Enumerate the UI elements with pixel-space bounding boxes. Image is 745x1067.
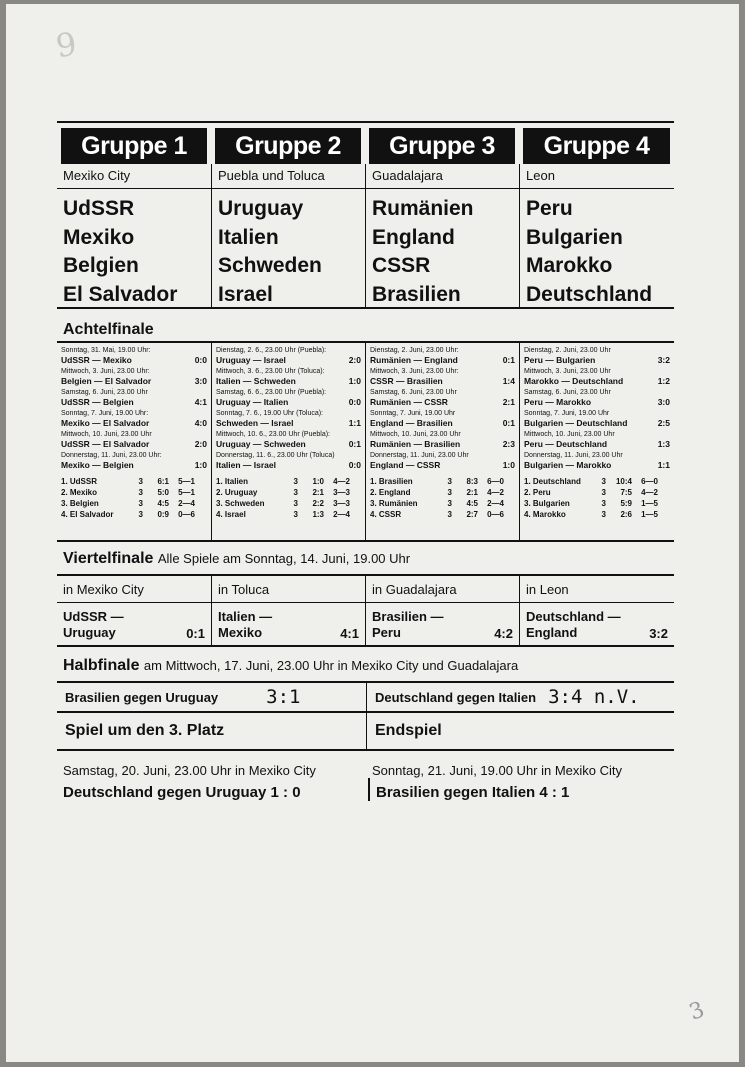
match-score: 1:3 [657,439,670,449]
achtelfinale-heading [57,309,674,341]
standings-played: 3 [447,499,452,508]
viertelfinale-locations [57,576,674,602]
match-line [370,418,515,429]
standings-goals: 10:4 [615,477,632,486]
match-score: 4:1 [194,397,207,407]
match-line [61,376,207,387]
team-name: Schweden [218,254,322,277]
match-score: 1:0 [348,376,361,386]
standings-played: 3 [293,499,298,508]
standings-points: 5—1 [178,488,195,497]
viertelfinale-heading [57,542,674,574]
match-date: Mittwoch, 3. Juni, 23.00 Uhr [524,368,611,375]
final-title: Endspiel [366,713,674,749]
match-location: in Toluca [211,576,365,602]
group-standings [370,476,515,520]
standings-team: 3. Rumänien [370,499,418,508]
match-result: Brasilien gegen Italien 4 : 1 [368,778,674,801]
standings-row [524,498,670,509]
team-name: Israel [218,282,273,306]
standings-played: 3 [138,488,143,497]
match-line [370,376,515,387]
standings-points: 4—2 [641,488,658,497]
group-match [370,389,515,408]
match-date: Sonntag, 31. Mai, 19.00 Uhr: [61,347,151,354]
match-pair: Schweden — Israel [216,418,294,428]
standings-played: 3 [447,477,452,486]
match-score: 0:1 [186,626,205,641]
group-match [61,410,207,429]
match-pair: UdSSR — Mexiko [61,355,132,365]
match-pair: Rumänien — CSSR [370,397,448,407]
final-titles [57,713,674,749]
standings-row [61,487,207,498]
group-match [370,347,515,366]
standings-points: 6—0 [641,477,658,486]
group-match [216,452,361,471]
standings-team: 2. Mexiko [61,488,98,497]
standings-team: 2. Peru [524,488,551,497]
standings-goals: 5:9 [620,499,632,508]
standings-row [370,476,515,487]
match-score: 0:0 [348,397,361,407]
standings-played: 3 [601,477,606,486]
group-teams [57,189,674,307]
group-1-teams [57,189,211,307]
group-3-teams [365,189,519,307]
group-1-header [57,123,211,164]
match-score: 3:2 [657,355,670,365]
group-match [524,368,670,387]
standings-played: 3 [601,488,606,497]
standings-goals: 2:2 [312,499,324,508]
match-date: Mittwoch, 3. Juni, 23.00 Uhr: [61,368,150,375]
achtelfinale-grid [57,343,674,540]
match-score: 0:1 [502,418,515,428]
team-name: Italien [218,225,279,249]
match-pair: England — Brasilien [370,418,453,428]
match-pair: Uruguay — Italien [216,397,289,407]
standings-team: 1. Deutschland [524,477,581,486]
standings-played: 3 [138,477,143,486]
match-result: Deutschland gegen Uruguay 1 : 0 [63,784,301,801]
match-date: Sonntag, 7. Juni, 19.00 Uhr [524,410,610,417]
match-teams [526,609,621,641]
group-match [216,389,361,408]
match-pair: Peru — Bulgarien [524,355,596,365]
match-pair: Italien — Israel [216,460,276,470]
semifinal-match [57,683,366,711]
standings-played: 3 [293,477,298,486]
viertelfinale-matches [57,603,674,645]
group-match [216,368,361,387]
team-two: Mexiko [218,625,263,640]
standings-row [524,487,670,498]
standings-points: 3—3 [333,488,350,497]
group-match [524,431,670,450]
standings-team: 4. El Salvador [61,510,114,519]
group-2-teams [211,189,365,307]
team-name: Uruguay [218,197,304,220]
match-line [61,460,207,471]
match-score: 3:0 [194,376,207,386]
standings-played: 3 [138,499,143,508]
standings-row [370,487,515,498]
match-date: Dienstag, 2. Juni, 23.00 Uhr [524,347,611,354]
standings-points: 0—6 [178,510,195,519]
match-date: Samstag, 6. Juni, 23.00 Uhr [61,389,148,396]
match-teams [63,609,124,641]
pencil-page-number: 3 [686,997,708,1026]
match-score: 1:4 [502,376,515,386]
match-score: 0:0 [348,460,361,470]
standings-row [216,498,361,509]
standings-team: 1. UdSSR [61,477,98,486]
standings-row [216,476,361,487]
match-date: Mittwoch, 10. Juni, 23.00 Uhr [370,431,461,438]
match-line [216,376,361,387]
standings-goals: 6:1 [157,477,169,486]
match-line [216,355,361,366]
match-line [61,439,207,450]
match-location: in Mexiko City [63,582,144,597]
match-pair: Bulgarien — Marokko [524,460,612,470]
standings-row [370,498,515,509]
standings-goals: 0:9 [157,510,169,519]
team-name: El Salvador [63,282,178,306]
standings-goals: 5:0 [157,488,169,497]
team-one: UdSSR — [63,609,124,624]
standings-played: 3 [447,488,452,497]
standings-team: 3. Schweden [216,499,265,508]
match-pair: Bulgarien — Deutschland [524,418,628,428]
standings-row [216,487,361,498]
match-line [370,460,515,471]
final-details [57,751,674,801]
match-date: Samstag, 6. Juni, 23.00 Uhr [524,389,611,396]
team-name: Belgien [63,254,139,277]
pencil-mark-corner: 9 [53,24,79,66]
match-date: Sonntag, 21. Juni, 19.00 Uhr in Mexiko City [372,763,623,778]
match-pair: Marokko — Deutschland [524,376,624,386]
match-score: 0:0 [194,355,207,365]
match-pair: Mexiko — El Salvador [61,418,150,428]
match-line [524,418,670,429]
section-subtitle: am Mittwoch, 17. Juni, 23.00 Uhr in Mexiko City und Guadalajara [143,658,519,673]
match-location: in Leon [519,576,674,602]
team-one: Italien — [218,609,273,624]
group-city: Puebla und Toluca [211,164,365,188]
match-line [216,439,361,450]
group-standings [216,476,361,520]
group-match [370,410,515,429]
match-score: 1:2 [657,376,670,386]
match-score: 3:0 [657,397,670,407]
match-score: 2:1 [502,397,515,407]
standings-row [370,509,515,520]
standings-goals: 8:3 [466,477,478,486]
match-line [524,439,670,450]
team-name: UdSSR [63,197,135,220]
group-match [216,431,361,450]
standings-points: 2—4 [487,499,504,508]
match-date: Dienstag, 2. Juni, 23.00 Uhr: [370,347,459,354]
standings-row [524,509,670,520]
tournament-schedule [57,121,674,801]
standings-played: 3 [293,488,298,497]
match-line [216,397,361,408]
standings-points: 6—0 [487,477,504,486]
section-title: Halbfinale [63,657,140,674]
group-2-header [211,123,365,164]
standings-points: 3—3 [333,499,350,508]
standings-team: 2. England [370,488,411,497]
standings-played: 3 [601,510,606,519]
third-place-match [57,751,366,801]
match-score: 4:1 [340,626,359,641]
match-date: Mittwoch, 10. Juni, 23.00 Uhr [61,431,152,438]
match-score: 1:1 [348,418,361,428]
section-subtitle: Alle Spiele am Sonntag, 14. Juni, 19.00 Uhr [157,551,411,566]
team-name: Bulgarien [526,225,623,249]
achtelfinale-col-4 [519,343,674,540]
standings-points: 2—4 [178,499,195,508]
standings-played: 3 [447,510,452,519]
group-4-teams [519,189,674,307]
match-score: 4:2 [494,626,513,641]
match-date: Samstag, 20. Juni, 23.00 Uhr in Mexiko City [63,763,316,778]
achtelfinale-col-3 [365,343,519,540]
group-match [216,410,361,429]
standings-goals: 2:7 [466,510,478,519]
group-city: Mexiko City [63,168,131,183]
standings-points: 2—4 [333,510,350,519]
standings-goals: 4:5 [157,499,169,508]
match-score: 1:0 [502,460,515,470]
team-one: Brasilien — [372,609,444,624]
semifinal-match [366,683,674,711]
standings-points: 5—1 [178,477,195,486]
quarterfinal-match [57,603,211,645]
match-score: 2:5 [657,418,670,428]
group-4-header [519,123,674,164]
match-pair: Belgien — El Salvador [61,376,152,386]
standings-team: 3. Bulgarien [524,499,570,508]
group-match [370,452,515,471]
standings-team: 4. Israel [216,510,246,519]
final-match [366,751,674,801]
group-3-header [365,123,519,164]
group-title: Gruppe 2 [215,128,361,164]
match-line [61,397,207,408]
team-name: Rumänien [372,197,474,220]
standings-team: 4. CSSR [370,510,402,519]
achtelfinale-col-1 [57,343,211,540]
match-date: Donnerstag, 11. Juni, 23.00 Uhr: [61,452,162,459]
match-line [524,376,670,387]
standings-row [216,509,361,520]
group-match [61,452,207,471]
team-two: Uruguay [63,625,116,640]
section-title: Viertelfinale [63,550,154,567]
group-standings [524,476,670,520]
standings-played: 3 [293,510,298,519]
team-name: Peru [526,197,573,220]
team-two: England [526,625,578,640]
match-score: 2:0 [348,355,361,365]
quarterfinal-match [211,603,365,645]
match-pair: Rumänien — Brasilien [370,439,461,449]
group-match [524,452,670,471]
group-match [61,431,207,450]
team-one: Deutschland — [526,609,621,624]
match-pair: UdSSR — Belgien [61,397,134,407]
group-title: Gruppe 3 [369,128,515,164]
match-date: Samstag, 6. 6., 23.00 Uhr (Puebla): [216,389,327,396]
quarterfinal-match [519,603,674,645]
match-score: 3:2 [649,626,668,641]
match-teams [372,609,444,641]
group-title: Gruppe 4 [523,128,670,164]
match-pair: Mexiko — Belgien [61,460,134,470]
match-pair: Brasilien gegen Uruguay [65,689,219,705]
standings-row [61,498,207,509]
match-line [370,355,515,366]
third-place-title: Spiel um den 3. Platz [65,722,225,739]
match-pair: Peru — Deutschland [524,439,608,449]
match-score: 0:1 [348,439,361,449]
standings-team: 3. Belgien [61,499,99,508]
group-match [524,347,670,366]
match-date: Dienstag, 2. 6., 23.00 Uhr (Puebla): [216,347,327,354]
match-date: Sonntag, 7. Juni, 19.00 Uhr [370,410,456,417]
match-date: Sonntag, 7. Juni, 19.00 Uhr: [61,410,149,417]
group-match [61,347,207,366]
match-date: Sonntag, 7. 6., 19.00 Uhr (Toluca): [216,410,324,417]
standings-played: 3 [138,510,143,519]
match-date: Donnerstag, 11. 6., 23.00 Uhr (Toluca) [216,452,335,459]
group-city: Guadalajara [365,164,519,188]
standings-goals: 2:1 [466,488,478,497]
standings-team: 1. Brasilien [370,477,413,486]
standings-points: 4—2 [487,488,504,497]
match-line [524,397,670,408]
standings-team: 2. Uruguay [216,488,258,497]
quarterfinal-match [365,603,519,645]
team-name: CSSR [372,254,431,277]
match-pair: Uruguay — Schweden [216,439,306,449]
team-name: Deutschland [526,282,653,306]
group-match [370,368,515,387]
standings-team: 4. Marokko [524,510,566,519]
match-score: 0:1 [502,355,515,365]
match-line [61,418,207,429]
standings-goals: 1:0 [312,477,324,486]
standings-goals: 1:3 [312,510,324,519]
team-two: Peru [372,625,401,640]
standings-row [524,476,670,487]
team-name: Marokko [526,254,613,277]
group-match [524,389,670,408]
standings-points: 4—2 [333,477,350,486]
standings-team: 1. Italien [216,477,249,486]
standings-points: 0—6 [487,510,504,519]
match-line [524,460,670,471]
match-score: 4:0 [194,418,207,428]
standings-goals: 2:6 [620,510,632,519]
match-pair: Rumänien — England [370,355,458,365]
match-line [216,460,361,471]
match-line [370,397,515,408]
match-line [61,355,207,366]
match-date: Mittwoch, 10. Juni, 23.00 Uhr [524,431,615,438]
standings-goals: 7:5 [620,488,632,497]
group-match [61,368,207,387]
group-headers [57,123,674,164]
match-date: Samstag, 6. Juni, 23.00 Uhr [370,389,457,396]
halbfinale-matches [57,683,674,711]
match-score: 2:3 [502,439,515,449]
group-match [216,347,361,366]
team-name: England [372,225,455,249]
standings-row [61,476,207,487]
handwritten-result: 3:1 [266,686,301,708]
group-match [370,431,515,450]
match-pair: Peru — Marokko [524,397,592,407]
achtelfinale-col-2 [211,343,365,540]
match-teams [218,609,272,641]
handwritten-result: 3:4 n.V. [548,686,640,708]
group-standings [61,476,207,520]
match-score: 1:0 [194,460,207,470]
match-score: 1:1 [657,460,670,470]
match-location: in Guadalajara [365,576,519,602]
standings-points: 1—5 [641,510,658,519]
match-date: Mittwoch, 10. 6., 23.00 Uhr (Puebla): [216,431,330,438]
group-city: Leon [519,164,674,188]
match-date: Donnerstag, 11. Juni, 23.00 Uhr [524,452,623,459]
standings-goals: 4:5 [466,499,478,508]
match-date: Mittwoch, 3. 6., 23.00 Uhr (Toluca): [216,368,325,375]
group-title: Gruppe 1 [61,128,207,164]
match-pair: UdSSR — El Salvador [61,439,150,449]
match-line [524,355,670,366]
match-pair: Deutschland gegen Italien [375,689,537,705]
match-date: Donnerstag, 11. Juni, 23.00 Uhr [370,452,469,459]
halbfinale-heading [57,647,674,681]
group-cities [57,164,674,188]
match-pair: England — CSSR [370,460,441,470]
match-line [216,418,361,429]
standings-goals: 2:1 [312,488,324,497]
match-pair: CSSR — Brasilien [370,376,443,386]
team-name: Mexiko [63,225,135,249]
group-match [524,410,670,429]
standings-points: 1—5 [641,499,658,508]
match-pair: Uruguay — Israel [216,355,286,365]
match-pair: Italien — Schweden [216,376,296,386]
standings-played: 3 [601,499,606,508]
standings-row [61,509,207,520]
match-score: 2:0 [194,439,207,449]
team-name: Brasilien [372,282,461,306]
match-date: Mittwoch, 3. Juni, 23.00 Uhr: [370,368,459,375]
match-line [370,439,515,450]
section-title: Achtelfinale [63,321,154,338]
group-match [61,389,207,408]
